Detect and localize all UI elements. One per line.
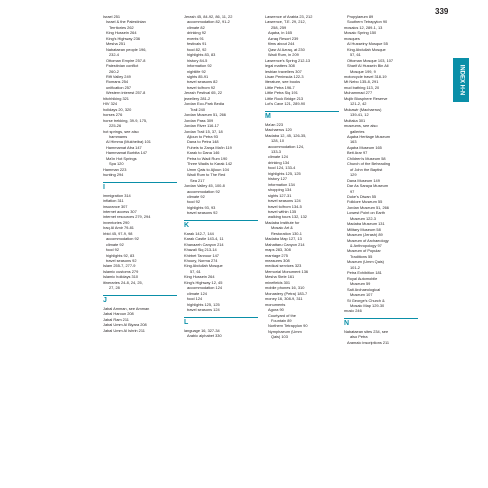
page-number: 339 [435,7,449,16]
index-subentry: Military Museum 58 [347,226,381,232]
index-subentry: Courtyard of the [268,312,296,318]
index-subentry: travel seasons 82 [187,79,218,85]
index-subentry: 163 [350,139,357,145]
index-entry: mobile phones 16, 310 [265,285,305,291]
index-subentry: Restoration 130-1 [271,230,302,236]
index-entry: museums, see also [344,123,378,129]
index-subentry: 57, 61 [350,52,361,58]
index-subentry: drinking 134 [268,159,290,165]
index-section-tab [453,58,469,102]
index-subentry: travel to/from 134-5 [268,203,302,209]
index-entry: Iraq Al Amir 79-81 [103,225,134,231]
index-subentry: highlights 92, 83 [106,252,135,258]
index-subentry: Museum 107 [350,292,373,298]
index-entry: Lisan Peninsula 122-3 [265,73,304,79]
index-column-1 [103,14,179,333]
index-subentry: King Hussein 264 [106,30,137,36]
index-letter-heading: M [265,111,339,121]
index-subentry: climate 92 [106,241,124,247]
index-entry: money 16, 308-9, 311 [265,296,303,302]
index-entry: mosques [344,35,360,41]
index-subentry: Lowest Point on Earth [347,210,386,216]
index-entry: Mesha Stele 161 [265,274,295,280]
index-entry: minefields 301 [265,279,291,285]
index-subentry: 232-4 [109,52,119,58]
index-subentry: Sharif Al Hussein Bin Ali [347,63,389,69]
index-entry: Mt Nebo 135-8, 291 [344,79,379,85]
index-entry: literature, see books [265,79,301,85]
index-subentry: Salt Archaeological [347,286,381,292]
index-column-4 [344,14,420,345]
index-subentry: Fuheis to Zarqa Ma'in 119 [187,144,232,150]
index-subentry: food 92 [187,199,200,205]
index-entry: marriage 275 [265,252,288,258]
index-entry: Jabal Ram 211 [103,316,129,322]
index-entry: motorcycle travel 318-19 [344,73,387,79]
index-subentry: Hammamat Burbita 147 [106,150,148,156]
index-subentry: highlights 93, 93 [187,204,216,210]
index-entry: Irbid 45, 97-9, 98 [103,230,133,236]
index-subentry: St George's Church & [347,297,385,303]
index-entry: inventories 290 [103,219,130,225]
index-subentry: accommodation 82, 91-2 [187,19,230,25]
index-entry: Khanazeh Canyon 214 [184,241,224,247]
index-entry: internet access 307 [103,208,137,214]
index-subentry: Madaba Museum 131 [347,221,385,227]
index-subentry: hammams [109,133,128,139]
index-subentry: Museum (Umm Qais) [347,259,384,265]
index-entry: Khoury, Norma 274 [184,258,218,264]
index-subentry: 225-26 [109,123,122,129]
index-entry: Jerash 45, 84-92, 86, 11, 22 [184,14,233,19]
index-entry: Memorial Monument 136 [265,268,309,274]
index-subentry: events 91 [187,35,204,41]
index-subentry: galleries [350,128,365,134]
index-letter-heading: N [344,318,418,328]
index-subentry: Western interest 257-8 [106,90,146,96]
index-entry: Jerash Festival 65, 22 [184,90,223,96]
index-letter-heading: I [103,182,177,192]
index-subentry: 133-3 [271,148,281,154]
index-entry: Ma'an 223 [265,121,284,127]
index-subentry: Traditions 55 [350,253,373,259]
index-entry: Mosaic Spring 150 [344,30,377,36]
index-subentry: travel seasons 92 [106,258,137,264]
index-subentry: Mosaic Map 129-30 [350,303,385,309]
index-entry: Jordan River 116-17 [184,123,219,129]
index-subentry: Israel & the Palestinian [106,19,146,25]
index-entry: Islam 255-7, 277-9 [103,263,136,269]
index-entry: King Hussein 264 [184,274,215,280]
index-subentry: Church of the Beheading [347,161,391,167]
index-entry: Jordan Eco-Park Bedia [184,101,225,107]
index-subentry: Aqaba Heritage Museum [347,133,391,139]
index-subentry: Karak to Dana 146 [187,150,220,156]
index-entry: holidays 20, 320 [103,106,132,112]
index-subentry: climate 124 [187,290,207,296]
index-subentry: nightlife 92 [187,68,206,74]
index-entry: Islamic customs 279 [103,268,139,274]
index-subentry: walking tours 132, 132 [268,214,307,220]
index-subentry: Museum (Jerash) 89 [347,232,383,238]
index-column-2 [184,14,260,338]
index-entry: insurance 307 [103,203,128,209]
index-subentry: history 127 [268,176,288,182]
index-entry: hitchhiking 321 [103,95,129,101]
index-subentry: Jordan Museum 51, 266 [347,204,389,210]
index-subentry: Sea 217 [190,177,205,183]
index-entry: Islamic holidays 310 [103,274,139,280]
index-subentry: King Abdullah Mosque [347,46,386,52]
index-subentry: & Anthropology 97 [350,243,382,249]
index-subentry: Royal Automobile [347,275,378,281]
index-subentry: Ajloun to Petra 93 [187,133,218,139]
index-subentry: Museum 59 [350,281,371,287]
index-entry: language 16, 327-34 [184,327,220,333]
index-subentry: Dar As Saraya Museum [347,183,389,189]
index-entry: hunting 294 [103,172,124,178]
index-subentry: Museum of Popular [347,248,381,254]
index-subentry: Petra to Wadi Rum 190 [187,155,228,161]
index-entry: Jordan Museum 51, 266 [184,112,226,118]
index-subentry: travel seasons 124 [268,198,301,204]
index-entry: Jordan Valley 45, 100-8 [184,183,225,189]
index-subentry: Three Wadis to Karak 142 [187,161,233,167]
index-subentry: shopping 134 [268,187,292,193]
index-subentry: information 134 [268,181,295,187]
index-subentry: climate 124 [268,154,288,160]
index-subentry: travel to/from 92 [187,84,216,90]
index-entry: Madaba Map 127, 13 [265,236,302,242]
index-subentry: sights 85-91 [187,73,209,79]
index-entry: Machaerus 120 [265,127,292,133]
index-entry: itineraries 24-8, 24, 25, [103,279,143,285]
index-subentry: Nymphaeum (Umm [268,328,302,334]
index-subentry: 101-2 [350,264,360,270]
index-subentry: accommodation 92 [187,188,220,194]
index-subentry: Mosaic Art & [271,225,293,231]
index-subentry: Al Husseiny Mosque 55 [347,41,388,47]
index-subentry: Wadi Rum to The Red [187,172,226,178]
index-subentry: highlights 125, 125 [268,170,301,176]
index-entry: Khazali Siq 213-14 [184,247,217,253]
index-subentry: food 124 [187,296,203,302]
index-entry: Lawrence of Arabia 23, 212 [265,14,313,19]
index-subentry: 258, 259 [271,24,287,30]
index-column-3 [265,14,341,340]
index-subentry: Al Himma (Mukheiba) 101 [106,139,151,145]
index-entry: internet resources 279, 294 [103,214,151,220]
index-subentry: unification 257 [106,84,132,90]
index-subentry: King's Highway 236 [106,35,141,41]
index-subentry: food 124, 133-4 [268,165,296,171]
index-subentry: travel seasons 92 [187,210,218,216]
index-entry: Israel 251 [103,14,121,19]
index-entry: Karak Castle 143-4, 11 [184,236,224,242]
index-subentry: Museum 122-3 [350,215,376,221]
index-subentry: of John the Baptist [350,166,383,172]
index-entry: measures 308 [265,258,290,264]
index-subentry: Spa 120 [109,161,124,167]
index-entry: immigration 314 [103,192,131,198]
index-subentry: Dana Museum 149 [347,177,380,183]
index-subentry: Umm Qais to Ajloun 104 [187,166,229,172]
index-subentry: Trail 240 [190,106,205,112]
index-subentry: Qais) 103 [271,334,288,340]
index-subentry: accommodation 92 [106,236,139,242]
index-entry: horses 276 [103,112,123,118]
index-entry: Multaka 301 [344,117,366,123]
index-subentry: sights 127-31 [268,192,292,198]
index-subentry: Folklore Museum 55 [347,199,383,205]
index-subentry: accommodation 124, [268,143,305,149]
index-entry: Nabataean sites 234, see [344,328,389,334]
index-subentry: Beit Arar 97 [347,150,368,156]
index-entry: HIV 324 [103,101,118,107]
index-subentry: history 84-5 [187,57,208,63]
index-section-tab-label: INDEX H-N [458,64,465,96]
index-subentry: food 82, 92 [187,46,207,52]
index-subentry: Ma'in Hot Springs [106,155,137,161]
index-entry: lesbian travellers 307 [265,68,302,74]
index-entry: Mahattaru Canyon 214 [265,241,305,247]
index-subentry: Ottoman Empire 257-8 [106,57,146,63]
index-entry: medical services 323 [265,263,302,269]
index-subentry: Mosque 199, 9 [350,68,376,74]
index-subentry: Aqaba Museum 165 [347,144,382,150]
index-letter-heading: J [103,295,177,305]
index-entry: Little Petra Siq 191 [265,90,298,96]
index-subentry: Propylaeum 89 [347,14,374,19]
index-subentry: Duke's Diwan 55 [347,193,377,199]
index-subentry: 139-41, 12 [350,112,369,118]
index-entry: King Abdullah Mosque [184,263,223,269]
index-subentry: travel within 135 [268,208,297,214]
index-entry: Jordan Pass 309 [184,117,214,123]
index-entry: Hamman 223 [103,166,127,172]
index-subentry: Rift Valley 249 [106,73,131,79]
index-entry: Jabal Umm Al Biyara 208 [103,322,147,328]
index-subentry: Children's Museum 58 [347,155,386,161]
index-subentry: highlights 83, 83 [187,52,216,58]
index-subentry: Agora 90 [268,307,284,313]
index-letter-heading: L [184,317,258,327]
index-entry: maps 283, 308 [265,247,291,253]
index-subentry: Hammamat Afra 147 [106,144,142,150]
index-entry: Monastery (Petra) 183-7 [265,290,308,296]
index-letter-heading: K [184,220,258,230]
index-subentry: food 92 [106,247,119,253]
index-subentry: Nabataean people 196, [106,46,147,52]
index-subentry: 27, 28 [109,285,120,291]
index-subentry: Petra Exhibition 181 [347,270,382,276]
index-entry: Jabal Umm Al Ishrin 211 [103,327,145,333]
index-entry: mosaics 12, 289-1, 13 [344,24,383,30]
index-subentry: also Petra [350,334,368,340]
index-entry: Karak 142-7, 144 [184,230,214,236]
index-subentry: Arabic alphabet 330 [187,333,222,339]
index-entry: Lot's Cave 121, 289-90 [265,101,306,107]
index-entry: legal matters 308 [265,63,295,69]
index-entry: horse trekking, 39-9, 175, [103,117,148,123]
index-subentry: Northern Tetrapylon 90 [268,323,308,329]
index-entry: Mujib Biosphere Reserve [344,95,388,101]
index-subentry: Dana to Petra 148 [187,139,219,145]
index-entry: Madaba Institute for [265,219,300,225]
index-subentry: festivals 91 [187,41,207,47]
index-subentry: Museum of Archaeology [347,237,389,243]
index-entry: King's Highway 12, 45 [184,279,223,285]
index-entry: Lawrence, T.E. 29, 212, [265,19,306,25]
index-subentry: Aqaba, in 165 [268,30,293,36]
index-subentry: Romans 254 [106,79,129,85]
index-subentry: travel seasons 124 [187,307,220,313]
index-entry: Mukawir (Machaerus) [344,106,382,112]
index-subentry: highlights 125, 125 [187,301,220,307]
index-subentry: Ottoman Mosque 103, 107 [347,57,394,63]
index-subentry: 128, 10 [271,138,284,144]
index-subentry: Mesha 251 [106,41,126,47]
index-subentry: climate 92 [187,193,205,199]
index-entry: mud bathing 113, 20 [344,84,380,90]
index-entry: monuments [265,301,286,307]
index-entry: hot springs, see also [103,128,139,134]
index-subentry: Fountain 89 [271,318,292,324]
index-subentry: Palestinian conflict [106,63,139,69]
index-subentry: 129 [350,172,357,178]
index-subentry: drinking 92 [187,30,207,36]
index-subentry: accommodation 124 [187,285,223,291]
index-entry: Muhammad 277 [344,90,373,96]
index-subentry: 97 [350,188,355,194]
index-entry: Jabal Haroun 208 [103,311,134,317]
index-subentry: Qasr Al Azraq, at 230 [268,46,305,52]
index-subentry: information 92 [187,63,212,69]
index-entry: Madaba 12, 45, 126-35, [265,132,307,138]
index-subentry: Southern Tetrapylon 90 [347,19,388,25]
index-subentry: 121-2, 42 [350,101,367,107]
index-entry: Jabal Amman, see Amman [103,305,150,311]
index-subentry: Territories 262 [109,24,134,30]
index-entry: Khirbet Tannour 147 [184,252,219,258]
index-entry: Little Petra 196-7 [265,84,295,90]
index-entry: jewellery 281-2 [184,95,211,101]
index-entry: Lawrence's Spring 212-13 [265,57,311,63]
index-subentry: 260-2 [109,68,119,74]
index-subentry: Aramaic inscriptions 211 [347,339,390,345]
index-subentry: climate 82 [187,24,205,30]
index-subentry: Azraq Resort 239 [268,35,299,41]
index-entry: Jordan Trail 15, 37, 18 [184,128,223,134]
index-subentry: 57, 61 [190,268,201,274]
index-subentry: Wadi Rum, in 209 [268,52,299,58]
index-entry: Little Rock Bridge 213 [265,95,304,101]
index-subentry: films about 244 [268,41,295,47]
index-entry: inflation 311 [103,198,124,204]
index-entry: music 246 [344,308,362,314]
